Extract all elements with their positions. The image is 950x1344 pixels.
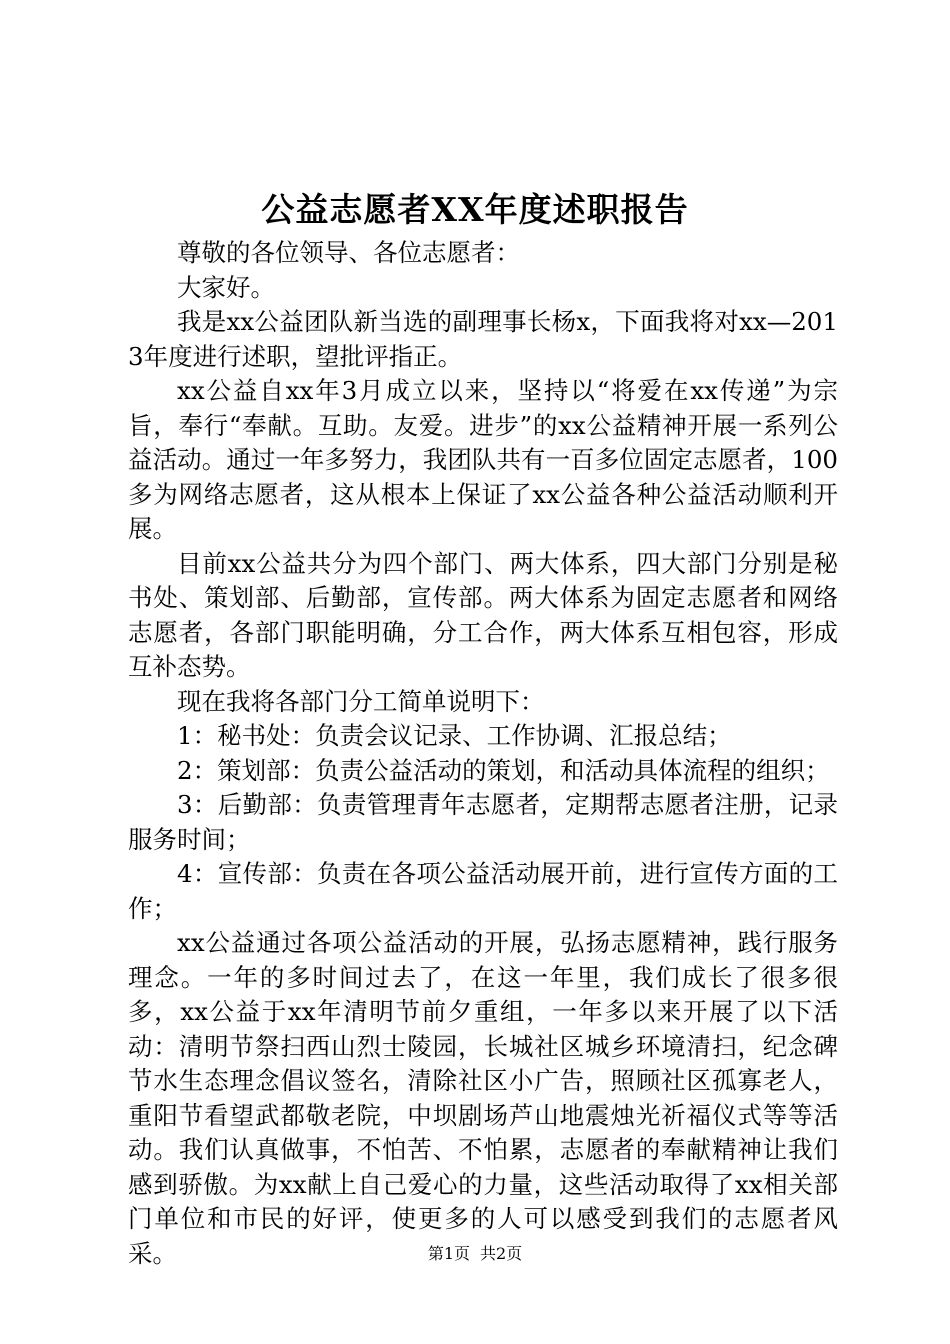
list-item-secretariat: 1：秘书处：负责会议记录、工作协调、汇报总结；	[177, 721, 732, 750]
page-number: 第1页	[427, 1244, 470, 1263]
paragraph-history: xx公益自xx年3月成立以来，坚持以“将爱在xx传递”为宗旨，奉行“奉献。互助。友爱。进步”的xx公益精神开展一系列公益活动。通过一年多努力，我团队共有一百多位固定志愿者，100多为网络志愿者，这从根本上保证了xx公益各种公益活动顺利开展。	[128, 376, 838, 543]
paragraph-intro: 我是xx公益团队新当选的副理事长杨x，下面我将对xx—201 3年度进行述职，望批评指正。	[128, 307, 838, 371]
paragraph-activities: xx公益通过各项公益活动的开展，弘扬志愿精神，践行服务理念。一年的多时间过去了，在这一年里，我们成长了很多很多，xx公益于xx年清明节前夕重组，一年多以来开展了以下活动：清明节祭扫西山烈士陵园，长城社区城乡环境清扫，纪念碑节水生态理念倡议签名，清除社区小广告，照顾社区孤寡老人，重阳节看望武都敬老院，中坝剧场芦山地震烛光祈福仪式等等活动。我们认真做事，不怕苦、不怕累，志愿者的奉献精神让我们感到骄傲。为xx献上自己爱心的力量，这些活动取得了xx相关部门单位和市民的好评，使更多的人可以感受到我们的志愿者风采。	[128, 928, 838, 1268]
page-footer	[0, 1243, 950, 1265]
list-item-planning: 2：策划部：负责公益活动的策划，和活动具体流程的组织；	[177, 755, 830, 785]
paragraph-salutation: 尊敬的各位领导、各位志愿者：	[177, 238, 520, 267]
paragraph-greeting: 大家好。	[177, 272, 275, 302]
list-item-publicity: 4：宣传部：负责在各项公益活动展开前，进行宣传方面的工作；	[128, 859, 838, 923]
list-item-logistics: 3：后勤部：负责管理青年志愿者，定期帮志愿者注册，记录服务时间；	[128, 790, 838, 854]
paragraph-departments-intro: 现在我将各部门分工简单说明下：	[177, 686, 545, 716]
page-total: 共2页	[480, 1244, 523, 1263]
document-title: 公益志愿者XX年度述职报告	[261, 190, 689, 229]
paragraph-structure: 目前xx公益共分为四个部门、两大体系，四大部门分别是秘书处、策划部、后勤部，宣传部。两大体系为固定志愿者和网络志愿者，各部门职能明确，分工合作，两大体系互相包容，形成互补态势。	[128, 548, 838, 681]
document-body	[128, 236, 838, 1271]
